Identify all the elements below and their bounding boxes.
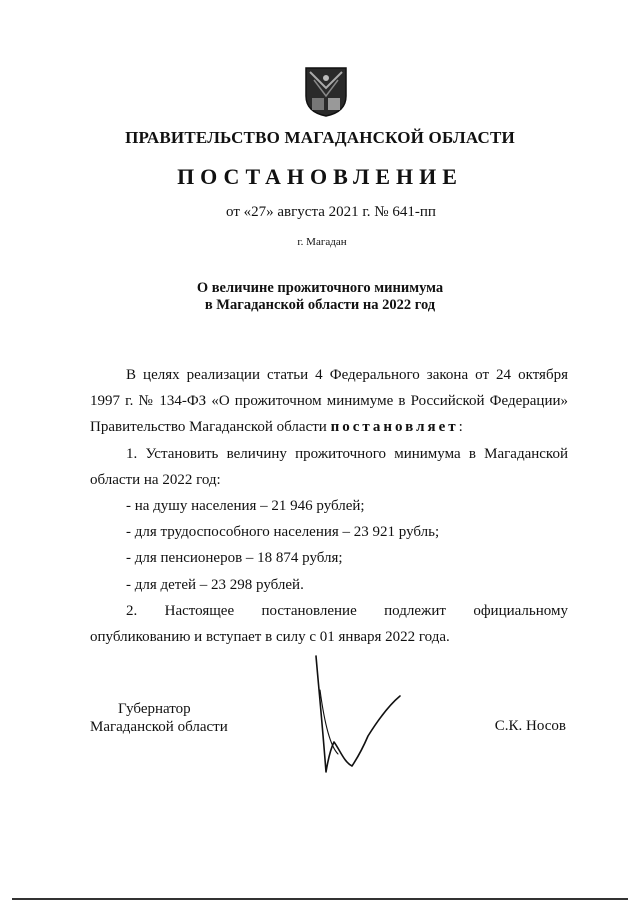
preamble-text: В целях реализации статьи 4 Федерального закона от 24 октября 1997 г. № 134-ФЗ «О прожиточном минимуме в Российской Федерации» Правительство Магаданской области [90,367,568,436]
document-body [90,362,568,650]
subitem-pensioners: - для пенсионеров – 18 874 рубля; [126,550,343,567]
subitem-per-capita: - на душу населения – 21 946 рублей; [126,498,365,515]
signatory-title-line-1: Губернатор [118,701,191,717]
subitem-working-age: - для трудоспособного населения – 23 921 рубль; [126,524,440,541]
signatory-title [90,700,228,736]
subitem-children: - для детей – 23 298 рублей. [126,576,304,593]
bottom-divider [12,898,628,900]
item-2-line-2: опубликованию и вступает в силу с 01 января 2022 года. [90,629,450,646]
signatory-title-line-2: Магаданской области [90,719,228,735]
resolves-colon: : [458,419,463,436]
signatory-name: С.К. Носов [494,718,566,734]
item-2-line-1: 2. Настоящее постановление подлежит официальному [126,602,568,619]
organization-name: ПРАВИТЕЛЬСТВО МАГАДАНСКОЙ ОБЛАСТИ [125,128,515,147]
subject-line-2: в Магаданской области на 2022 год [204,297,436,313]
document-city: г. Магадан [297,236,347,248]
item-1-paragraph: 1. Установить величину прожиточного минимума в Магаданской области на 2022 год: [90,445,568,488]
coat-of-arms-emblem [304,66,348,118]
handwritten-signature [300,650,430,780]
document-subject [0,280,640,314]
resolves-word: постановляет [330,419,459,436]
subject-line-1: О величине прожиточного минимума [196,280,444,296]
document-type: ПОСТАНОВЛЕНИЕ [177,164,463,189]
preamble-paragraph [90,362,568,441]
document-date-number: от «27» августа 2021 г. № 641-пп [226,204,436,220]
